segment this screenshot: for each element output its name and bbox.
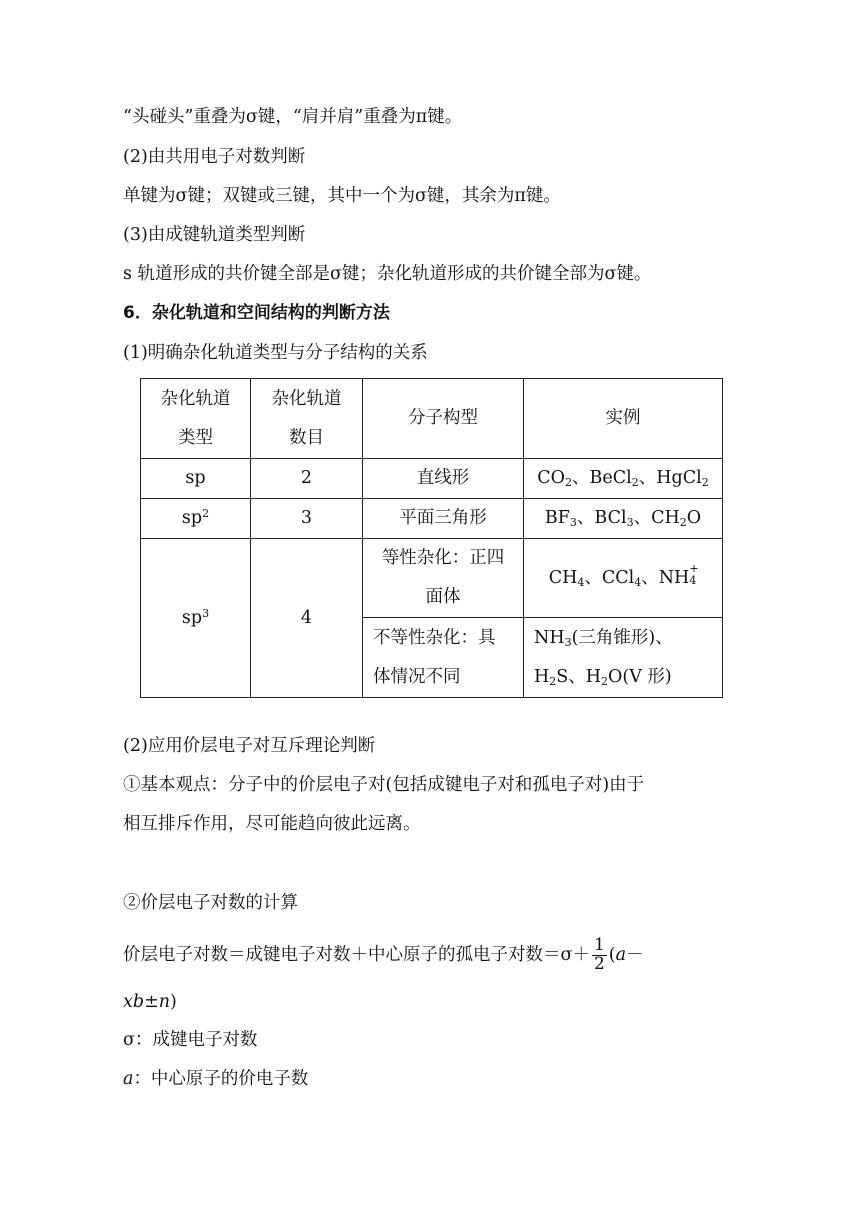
text-line: 相互排斥作用，尽可能趋向彼此远离。 <box>123 814 421 834</box>
text-line: (2)由共用电子对数判断 <box>123 147 306 167</box>
table-row <box>141 499 723 539</box>
text-line: a：中心原子的价电子数 <box>123 1069 309 1089</box>
table-cell: 等性杂化：正四 面体 <box>363 539 524 618</box>
table-header-cell: 杂化轨道 数目 <box>251 379 363 459</box>
table-cell: $NH_3$(三角锥形)、 $H_2S$、$H_2O(V$ 形) <box>524 618 723 698</box>
fraction: $\frac{1}{2}$ <box>593 935 605 974</box>
table-cell: $CO_2$、BeCl$_2$、HgCl$_2$ <box>524 459 723 499</box>
table-row <box>141 539 723 618</box>
table-cell: sp <box>141 459 251 499</box>
table-cell: 不等性杂化：具 体情况不同 <box>363 618 524 698</box>
text-line: σ：成键电子对数 <box>123 1030 258 1050</box>
table-cell: 4 <box>251 539 363 698</box>
text-line: (3)由成键轨道类型判断 <box>123 225 306 245</box>
table-cell: $BF_3$、BCl$_3$、$CH_2O$ <box>524 499 723 539</box>
text-line: 单键为σ键；双键或三键，其中一个为σ键，其余为π键。 <box>123 186 561 206</box>
table-header-row <box>141 379 723 459</box>
text-line: ②价层电子对数的计算 <box>123 893 298 913</box>
text-line: (2)应用价层电子对互斥理论判断 <box>123 736 376 756</box>
table-cell: $sp^2$ <box>141 499 251 539</box>
table-cell: 直线形 <box>363 459 524 499</box>
table-cell: 平面三角形 <box>363 499 524 539</box>
table-header-cell: 杂化轨道 类型 <box>141 379 251 459</box>
table-header-cell: 实例 <box>524 379 723 459</box>
text-line: (1)明确杂化轨道类型与分子结构的关系 <box>123 343 428 363</box>
section-heading: 6．杂化轨道和空间结构的判断方法 <box>123 303 390 323</box>
table-cell: 3 <box>251 499 363 539</box>
formula-line: xb±n) <box>123 992 177 1012</box>
formula-line: 价层电子对数＝成键电子对数＋中心原子的孤电子对数＝σ＋ $\frac{1}{2}$ (a－ <box>123 935 644 974</box>
table-row <box>141 459 723 499</box>
text-line: s 轨道形成的共价键全部是σ键；杂化轨道形成的共价键全部为σ键。 <box>123 264 652 284</box>
table-cell: 2 <box>251 459 363 499</box>
table-cell: $CH_4$、CCl$_4$、NH + 4 <box>524 539 723 618</box>
table-cell: $sp^3$ <box>141 539 251 698</box>
table-header-cell: 分子构型 <box>363 379 524 459</box>
text-line: “头碰头”重叠为σ键，“肩并肩”重叠为π键。 <box>123 107 463 127</box>
hybridization-table <box>140 378 723 698</box>
text-line: ①基本观点：分子中的价层电子对(包括成键电子对和孤电子对)由于 <box>123 775 645 795</box>
